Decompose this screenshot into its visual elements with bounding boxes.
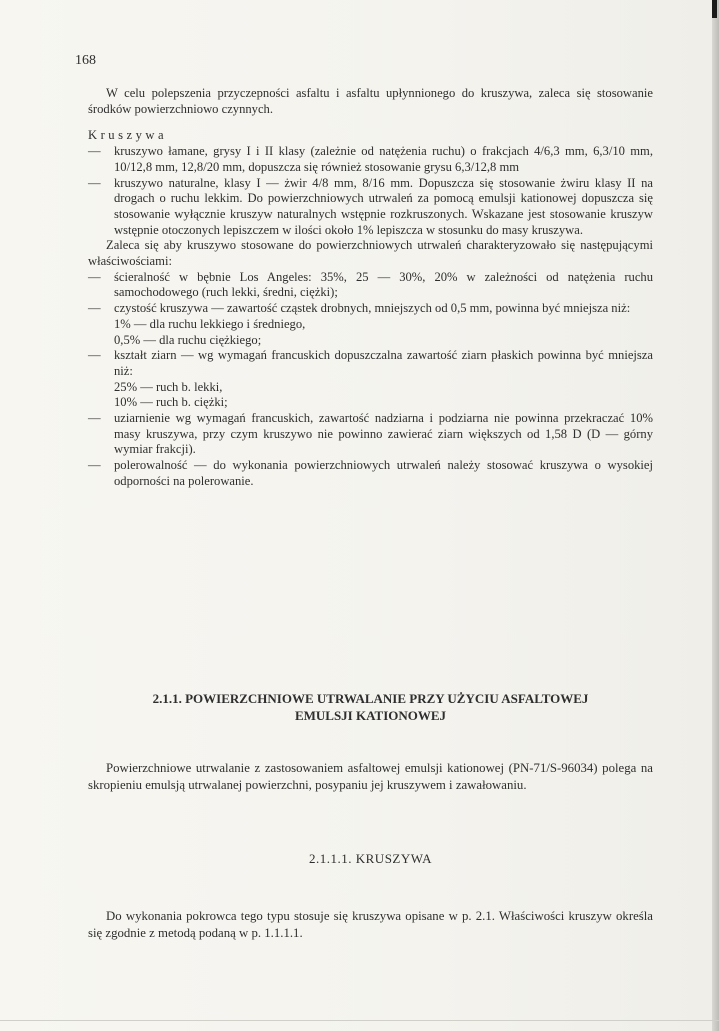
section-heading	[88, 690, 653, 724]
property-item	[88, 270, 653, 301]
kruszywa-label: Kruszywa	[88, 128, 168, 143]
property-subline: 25% — ruch b. lekki,	[114, 379, 223, 394]
list-item	[88, 144, 653, 175]
property-subline: 1% — dla ruchu lekkiego i średniego,	[114, 316, 306, 331]
dash-marker: —	[88, 144, 101, 159]
zaleca-paragraph: Zaleca się aby kruszywo stosowane do powierzchniowych utrwaleń charakteryzowało się następującymi właściwościami:	[88, 238, 653, 269]
intro-paragraph: W celu polepszenia przyczepności asfaltu i asfaltu upłynnionego do kruszywa, zaleca się stosowanie środków powierzchniowo czynnych.	[88, 86, 653, 116]
dash-marker: —	[88, 411, 101, 426]
dash-marker: —	[88, 458, 101, 473]
property-text: kształt ziarn — wg wymagań francuskich dopuszczalna zawartość ziarn płaskich powinna być mniejsza niż:	[114, 348, 653, 378]
property-text: polerowalność — do wykonania powierzchniowych utrwaleń należy stosować kruszywa o wysokiej odporności na polerowanie.	[114, 458, 653, 488]
bottom-divider	[0, 1020, 719, 1021]
property-text: uziarnienie wg wymagań francuskich, zawartość nadziarna i podziarna nie powinna przekraczać 10% masy kruszywa, przy czym kruszywo nie powinno zawierać ziarn większych od 1,58 D (D — górny wymiar frakcji).	[114, 411, 653, 457]
dash-marker: —	[88, 301, 101, 316]
property-text: czystość kruszywa — zawartość cząstek drobnych, mniejszych od 0,5 mm, powinna być mniejsza niż:	[114, 301, 631, 316]
property-text: ścieralność w bębnie Los Angeles: 35%, 25 — 30%, 20% w zależności od natężenia ruchu samochodowego (ruch lekki, średni, ciężki);	[114, 269, 653, 300]
property-item	[88, 301, 653, 317]
section-paragraph: Powierzchniowe utrwalanie z zastosowaniem asfaltowej emulsji kationowej (PN-71/S-96034) polega na skropieniu emulsją utrwalanej powierzchni, posypaniu jej kruszywem i zawałowaniu.	[88, 760, 653, 792]
subsection-paragraph: Do wykonania pokrowca tego typu stosuje się kruszywa opisane w p. 2.1. Właściwości kruszyw określa się zgodnie z metodą podaną w p. 1.1.1.1.	[88, 908, 653, 940]
property-subline: 10% — ruch b. ciężki;	[114, 395, 228, 410]
section-heading-line: EMULSJI KATIONOWEJ	[294, 708, 447, 723]
property-item	[88, 458, 653, 489]
dash-marker: —	[88, 348, 101, 363]
page-number: 168	[75, 53, 96, 68]
property-item	[88, 411, 653, 458]
section-heading-line: 2.1.1. POWIERZCHNIOWE UTRWALANIE PRZY UŻYCIU ASFALTOWEJ	[152, 691, 589, 706]
edge-mark	[712, 0, 717, 18]
property-subline: 0,5% — dla ruchu ciężkiego;	[114, 332, 262, 347]
dash-marker: —	[88, 269, 101, 284]
property-item	[88, 348, 653, 379]
subsection-heading: 2.1.1.1. KRUSZYWA	[309, 851, 432, 866]
dash-marker: —	[88, 175, 101, 190]
list-item	[88, 176, 653, 239]
main-text	[88, 86, 653, 490]
list-item-text: kruszywo łamane, grysy I i II klasy (zależnie od natężenia ruchu) o frakcjach 4/6,3 mm, 6,3/10 mm, 10/12,8 mm, 12,8/20 mm, dopuszcza się również stosowanie grysu 6,3/12,8 mm	[114, 144, 653, 174]
list-item-text: kruszywo naturalne, klasy I — żwir 4/8 mm, 8/16 mm. Dopuszcza się stosowanie żwiru klasy II na drogach o ruchu lekkim. Do powierzchniowych utrwaleń za pomocą emulsji kationowej dopuszcza się stosowanie wyłącznie kruszyw naturalnych wstępnie rozkruszonych. Wskazane jest stosowanie kruszyw wstępnie otoczonych lepiszczem w ilości około 1% lepiszcza w stosunku do masy kruszywa.	[114, 175, 653, 237]
page-edge	[712, 0, 719, 1031]
